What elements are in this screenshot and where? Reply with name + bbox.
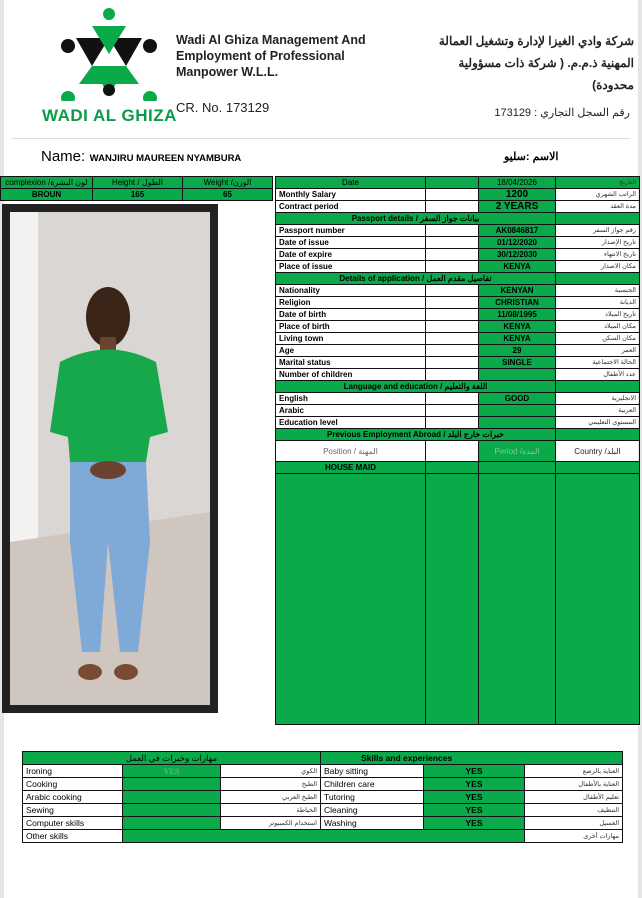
candidate-name: WANJIRU MAUREEN NYAMBURA [89,153,242,164]
field-value: 11/08/1995 [479,309,556,321]
field-value: KENYA [479,333,556,345]
cv-page [4,0,638,898]
field-label: English [276,393,426,405]
detail-row [276,201,640,213]
skill-row: Cooking الطبخ Children care YES العناية بالأطفال [23,778,623,791]
field-value [479,405,556,417]
field-label: Place of birth [276,321,426,333]
skill-label: Sewing [23,804,123,817]
section-header [276,381,640,393]
position-value: HOUSE MAID [276,462,426,474]
name-row: Name: WANJIRU MAUREEN NYAMBURA [41,148,242,165]
field-label: Nationality [276,285,426,297]
field-label: Living town [276,333,426,345]
detail-row [276,177,640,189]
field-label-ar: عدد الأطفال [556,369,640,381]
field-label: Date [276,177,426,189]
field-value: SINGLE [479,357,556,369]
skill-label: Tutoring [321,791,424,804]
field-value: AK0846817 [479,225,556,237]
field-label-ar: تاريخ الإصدار [556,237,640,249]
skill-label: Children care [321,778,424,791]
skill-row: Arabic cooking الطبخ العربي Tutoring YES تعليم الأطفال [23,791,623,804]
detail-row [276,357,640,369]
skill-label: Computer skills [23,817,123,830]
period-header: Period /المدة [479,441,556,462]
skill-label: Washing [321,817,424,830]
field-label: Date of birth [276,309,426,321]
section-header [276,213,640,225]
detail-row [276,249,640,261]
field-value [479,417,556,429]
candidate-photo [2,204,218,713]
detail-row [276,405,640,417]
section-title: Previous Employment Abroad / خبرات خارج البلد [276,429,556,441]
skills-table: مهارات وخبرات في العمل Skills and experiences Ironing YES الكوي Baby sitting YES العناية بالرضع Cooking الطبخ Children care YES العناية بالأطفال Arabic cooking الطبخ العربي Tutoring YES تعليم الأطفال Sewing الخياطة Cleaning YES التنظيف Computer skills استخدام الكمبيوتر Washing YES الغسيل Other skills مهارات أخرى [22,751,623,843]
field-value: KENYA [479,261,556,273]
field-value: 18/04/2026 [479,177,556,189]
skill-value: YES [424,817,525,830]
company-name-ar: شركة وادي الغيزا لإدارة وتشغيل العمالة المهنية ذ.م.م. ( شركة ذات مسؤولية محدودة) [438,34,634,92]
detail-row [276,225,640,237]
skill-label: Cleaning [321,804,424,817]
detail-row [276,237,640,249]
field-label-ar: الراتب الشهري [556,189,640,201]
field-label-ar: الديانة [556,297,640,309]
field-value: 29 [479,345,556,357]
skill-value: YES [424,778,525,791]
skill-label: Arabic cooking [23,791,123,804]
skill-label: Baby sitting [321,765,424,778]
skill-row: Ironing YES الكوي Baby sitting YES العناية بالرضع [23,765,623,778]
field-label-ar: مكان السكن [556,333,640,345]
field-value: KENYAN [479,285,556,297]
field-label-ar: مكان الاصدار [556,261,640,273]
company-name-en: Wadi Al Ghiza Management And Employment of Professional Manpower W.L.L. [176,33,366,79]
field-label: Date of issue [276,237,426,249]
field-label: Marital status [276,357,426,369]
field-label-ar: العمر [556,345,640,357]
cr-number-ar: رقم السجل التجاري : 173129 [494,107,630,119]
skill-label: Ironing [23,765,123,778]
field-label-ar: تاريخ الميلاد [556,309,640,321]
section-header [276,429,640,441]
field-label: Contract period [276,201,426,213]
field-value: 2 YEARS [479,201,556,213]
skill-row: Sewing الخياطة Cleaning YES التنظيف [23,804,623,817]
field-value: 01/12/2020 [479,237,556,249]
field-label: Passport number [276,225,426,237]
cr-number: CR. No. 173129 [176,100,270,115]
height-value: 165 [93,189,183,201]
skill-label: Cooking [23,778,123,791]
field-label: Education level [276,417,426,429]
detail-row [276,393,640,405]
details-table [275,176,640,725]
field-value: CHRISTIAN [479,297,556,309]
complexion-value: BROUN [1,189,93,201]
detail-row [276,345,640,357]
employment-row [276,462,640,474]
field-label: Religion [276,297,426,309]
field-label: Place of issue [276,261,426,273]
field-value: 1200 [479,189,556,201]
logo-text: WADI AL GHIZA [42,106,177,125]
detail-row [276,189,640,201]
country-header: Country /البلد [556,441,640,462]
weight-value: 65 [183,189,273,201]
field-label: Monthly Salary [276,189,426,201]
field-label-ar: العربية [556,405,640,417]
field-label: Number of children [276,369,426,381]
detail-row [276,417,640,429]
employment-header-row [276,441,640,462]
detail-row [276,369,640,381]
field-label: Age [276,345,426,357]
detail-row [276,309,640,321]
field-label-ar: مدة العقد [556,201,640,213]
field-value: KENYA [479,321,556,333]
field-value [479,369,556,381]
other-skills-row: Other skills مهارات أخرى [23,830,623,843]
field-value: 30/12/2030 [479,249,556,261]
detail-row [276,333,640,345]
field-label-ar: الانجليزية [556,393,640,405]
skill-value [123,804,221,817]
section-header [276,273,640,285]
section-title: Language and education / اللغة والتعليم [276,381,556,393]
position-header: Position / المهنة [276,441,426,462]
section-title: Details of application / تفاصيل مقدم العمل [276,273,556,285]
field-value: GOOD [479,393,556,405]
skill-value: YES [123,765,221,778]
skill-value [123,791,221,804]
skill-value: YES [424,804,525,817]
section-title: Passport details / بيانات جواز السفر [276,213,556,225]
skill-row: Computer skills استخدام الكمبيوتر Washing YES الغسيل [23,817,623,830]
detail-row [276,261,640,273]
detail-row [276,285,640,297]
detail-row [276,321,640,333]
physical-table: complexion /لون البشرة Height / الطول Weight /الوزن BROUN 165 65 [0,176,273,201]
detail-row [276,297,640,309]
field-label-ar: رقم جواز السفر [556,225,640,237]
skill-value: YES [424,765,525,778]
field-label-ar: التاريخ [556,177,640,189]
field-label: Arabic [276,405,426,417]
skill-value [123,778,221,791]
field-label-ar: مكان الميلاد [556,321,640,333]
field-label-ar: المستوى التعليمي [556,417,640,429]
field-label: Date of expire [276,249,426,261]
name-ar: الاسم :سليو [504,151,559,163]
field-label-ar: تاريخ الانتهاء [556,249,640,261]
field-label-ar: الحالة الاجتماعية [556,357,640,369]
skill-value: YES [424,791,525,804]
field-label-ar: الجنسية [556,285,640,297]
skill-value [123,817,221,830]
